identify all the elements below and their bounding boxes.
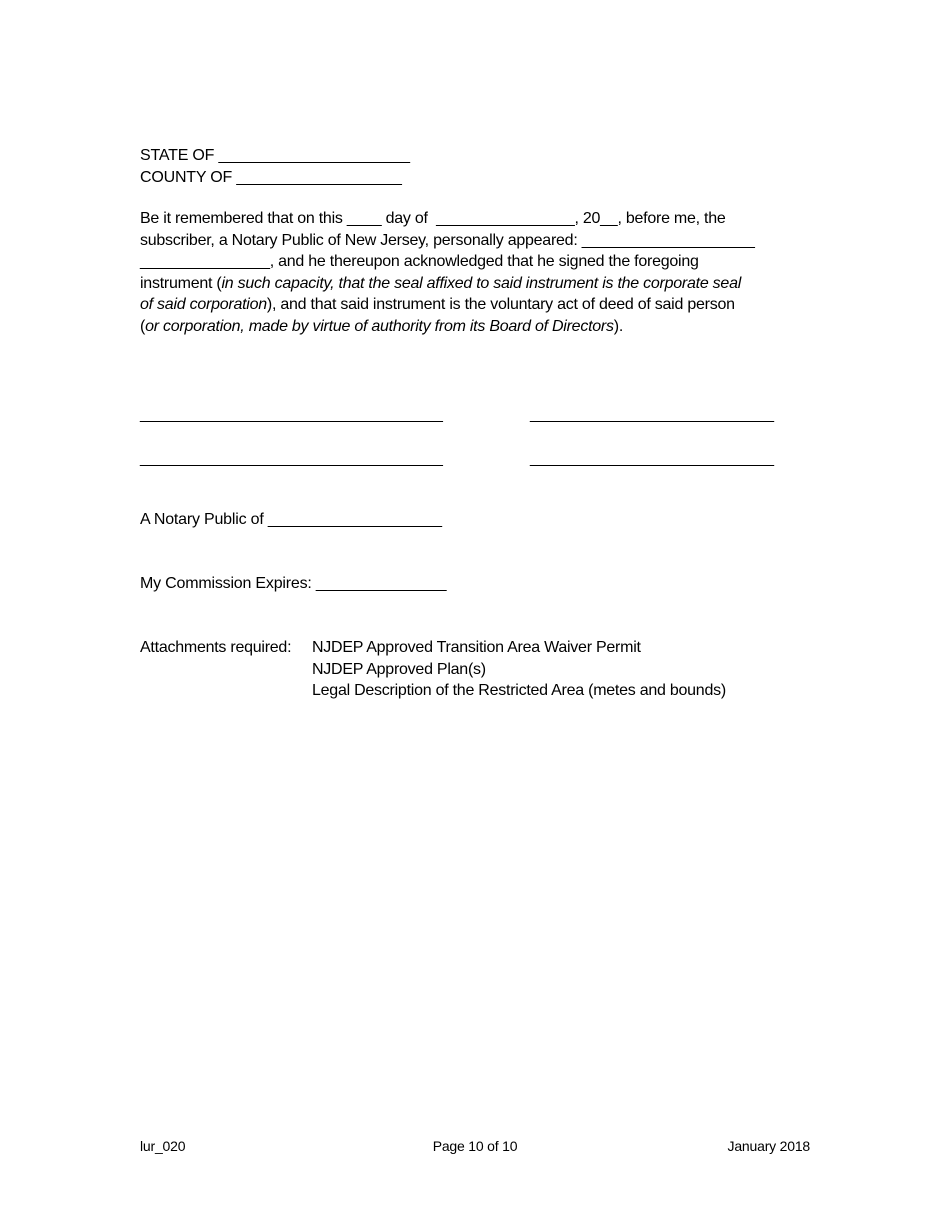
acknowledgment-line-2: subscriber, a Notary Public of New Jersey, personally appeared: ____________________ — [140, 231, 755, 249]
acknowledgment-line-6 — [140, 316, 820, 338]
acknowledgment-line-5 — [140, 294, 820, 316]
acknowledgment-italic-text: or corporation, made by virtue of authority from its Board of Directors — [145, 317, 614, 335]
signature-line-right-1[interactable]: _____________________________ — [530, 406, 774, 423]
acknowledgment-text: instrument ( — [140, 274, 222, 292]
attachments-label: Attachments required: — [140, 639, 292, 656]
footer-date: January 2018 — [727, 1138, 810, 1154]
signature-line-left-1[interactable]: ____________________________________ — [140, 406, 443, 423]
footer-page-number: Page 10 of 10 — [432, 1138, 518, 1154]
notary-public-of-line: A Notary Public of ____________________ — [140, 511, 442, 528]
acknowledgment-italic-text: in such capacity, that the seal affixed to said instrument is the corporate seal — [221, 274, 742, 292]
signature-line-right-2[interactable]: _____________________________ — [530, 450, 774, 467]
acknowledgment-paragraph — [140, 208, 820, 337]
acknowledgment-line-4 — [140, 273, 820, 295]
attachments-list — [312, 637, 726, 702]
attachment-item: NJDEP Approved Plan(s) — [312, 660, 486, 678]
acknowledgment-text: ). — [613, 317, 624, 335]
county-of-line: COUNTY OF ___________________ — [140, 169, 402, 186]
acknowledgment-line-1: Be it remembered that on this ____ day of ________________, 20__, before me, the — [140, 210, 726, 227]
state-of-line: STATE OF ______________________ — [140, 147, 410, 164]
acknowledgment-italic-text: of said corporation — [140, 296, 267, 313]
signature-line-left-2[interactable]: ____________________________________ — [140, 450, 443, 467]
acknowledgment-line-3: _______________, and he thereupon acknowledged that he signed the foregoing — [140, 253, 699, 270]
commission-expires-line: My Commission Expires: _______________ — [140, 575, 447, 592]
attachment-item: Legal Description of the Restricted Area (metes and bounds) — [312, 682, 726, 699]
acknowledgment-text: ), and that said instrument is the voluntary act of deed of said person — [266, 296, 735, 313]
footer-form-id: lur_020 — [140, 1138, 186, 1154]
acknowledgment-text: ( — [140, 317, 146, 335]
attachment-item: NJDEP Approved Transition Area Waiver Permit — [312, 639, 641, 656]
